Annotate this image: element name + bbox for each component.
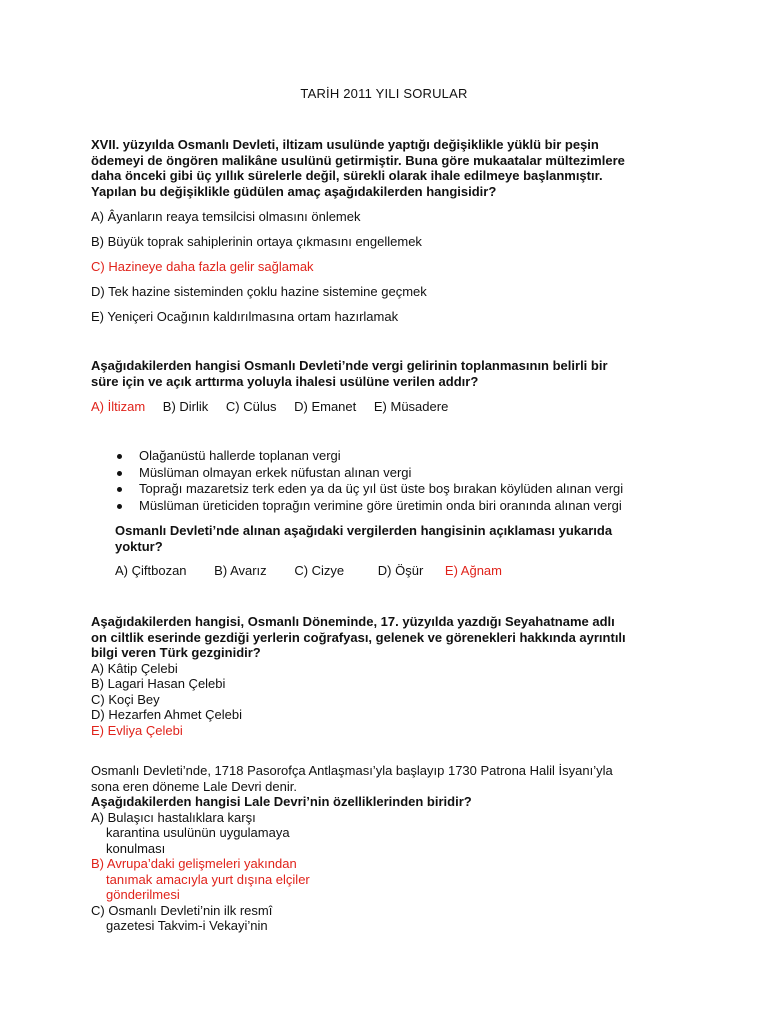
question-2-options: [91, 399, 691, 415]
question-3-option-d: D) Öşür: [377, 563, 424, 578]
question-5-option-c: [91, 903, 691, 934]
option-line: A) Bulaşıcı hastalıklara karşı: [91, 809, 256, 825]
question-3-option-e-correct: E) Ağnam: [444, 563, 502, 578]
question-1-text: [91, 137, 691, 199]
bullet-dot-icon: [117, 471, 122, 476]
option-line: B) Avrupa’daki gelişmeleri yakından: [91, 856, 297, 871]
question-2-option-a-correct: A) İltizam: [91, 399, 146, 414]
question-1-option-b: B) Büyük toprak sahiplerinin ortaya çıkmasını engellemek: [91, 234, 422, 249]
question-5-intro: [91, 763, 691, 794]
bullet-text: Toprağı mazaretsiz terk eden ya da üç yıl üst üste boş bırakan köylüden alınan vergi: [139, 481, 624, 496]
question-3-options: [91, 563, 691, 579]
bullet-item: [91, 448, 691, 465]
bullet-item: [91, 465, 691, 482]
question-1-option-d: D) Tek hazine sisteminden çoklu hazine sistemine geçmek: [91, 284, 427, 299]
question-2-option-c: C) Cülus: [225, 399, 277, 414]
tax-bullet-list: [91, 448, 691, 514]
bullet-dot-icon: [117, 454, 122, 459]
question-4-option-a: A) Kâtip Çelebi: [91, 660, 178, 676]
option-line: tanımak amacıyla yurt dışına elçiler: [106, 871, 310, 887]
bullet-text: Müslüman olmayan erkek nüfustan alınan vergi: [139, 464, 412, 480]
question-2-line: süre için ve açık arttırma yoluyla ihalesi usülüne verilen addır?: [91, 373, 479, 389]
question-2-text: [91, 358, 691, 389]
question-3-line: Osmanlı Devleti’nde alınan aşağıdaki vergilerden hangisinin açıklaması yukarıda: [115, 523, 613, 538]
question-1: [91, 137, 691, 334]
question-4-option-b: B) Lagari Hasan Çelebi: [91, 676, 226, 691]
option-line: gazetesi Takvim-i Vekayi’nin: [106, 918, 268, 933]
option-line: C) Osmanlı Devleti’nin ilk resmî: [91, 902, 273, 918]
question-2-option-b: B) Dirlik: [162, 399, 209, 414]
page-title: TARİH 2011 YILI SORULAR: [300, 86, 468, 101]
bullet-text: Olağanüstü hallerde toplanan vergi: [139, 448, 341, 463]
question-5-intro-line: sona eren döneme Lale Devri denir.: [91, 778, 297, 794]
question-2-option-d: D) Emanet: [294, 399, 357, 414]
option-line: gönderilmesi: [106, 887, 180, 902]
question-4-option-d: D) Hezarfen Ahmet Çelebi: [91, 707, 243, 722]
question-1-option-a: A) Âyanların reaya temsilcisi olmasını önlemek: [91, 209, 361, 224]
question-4-option-e-correct: E) Evliya Çelebi: [91, 722, 183, 738]
question-3-text: [91, 523, 691, 554]
question-3-option-a: A) Çiftbozan: [115, 563, 187, 578]
question-1-line: XVII. yüzyılda Osmanlı Devleti, iltizam usulünde yaptığı değişiklikle yüklü bir peşin: [91, 137, 599, 152]
question-2-line: Aşağıdakilerden hangisi Osmanlı Devleti’nde vergi gelirinin toplanmasının belirli bir: [91, 358, 608, 373]
question-1-line: Yapılan bu değişiklikle güdülen amaç aşağıdakilerden hangisidir?: [91, 183, 497, 199]
question-4-line: on ciltlik eserinde gezdiği yerlerin coğrafyası, gelenek ve görenekleri hakkında ayrıntılı: [91, 629, 626, 645]
bullet-dot-icon: [117, 504, 122, 509]
question-2: [91, 358, 691, 415]
question-1-line: ödemeyi de öngören malikâne usulünü getirmiştir. Buna göre mukaatalar mültezimlere: [91, 152, 625, 168]
question-1-option-c-correct: C) Hazineye daha fazla gelir sağlamak: [91, 259, 314, 274]
option-line: karantina usulünün uygulamaya: [106, 825, 290, 840]
question-4: [91, 614, 691, 738]
question-3: [91, 448, 691, 579]
question-4-line: Aşağıdakilerden hangisi, Osmanlı Döneminde, 17. yüzyılda yazdığı Seyahatname adlı: [91, 614, 615, 629]
question-5-text: Aşağıdakilerden hangisi Lale Devri’nin özelliklerinden biridir?: [91, 794, 472, 809]
bullet-item: [91, 481, 691, 498]
bullet-item: [91, 498, 691, 515]
bullet-text: Müslüman üreticiden toprağın verimine göre üretimin onda biri oranında alınan vergi: [139, 497, 622, 513]
question-4-line: bilgi veren Türk gezginidir?: [91, 645, 261, 660]
question-4-text: [91, 614, 691, 661]
question-1-line: daha önceki gibi üç yıllık sürelerle değil, sürekli olarak ihale edilmeye başlanmıştır.: [91, 168, 603, 183]
question-1-option-e: E) Yeniçeri Ocağının kaldırılmasına ortam hazırlamak: [91, 309, 399, 324]
question-5-option-b-correct: [91, 856, 691, 903]
option-line: konulması: [106, 840, 166, 856]
question-3-line: yoktur?: [115, 538, 163, 554]
question-2-option-e: E) Müsadere: [373, 399, 449, 414]
question-5-option-a: [91, 810, 691, 857]
question-3-option-b: B) Avarız: [214, 563, 267, 578]
question-4-option-c: C) Koçi Bey: [91, 691, 160, 707]
question-3-option-c: C) Cizye: [294, 563, 345, 578]
question-5-intro-line: Osmanlı Devleti’nde, 1718 Pasorofça Antlaşması’yla başlayıp 1730 Patrona Halil İsyanı’yla: [91, 763, 613, 778]
bullet-dot-icon: [117, 487, 122, 492]
question-5: [91, 763, 691, 934]
